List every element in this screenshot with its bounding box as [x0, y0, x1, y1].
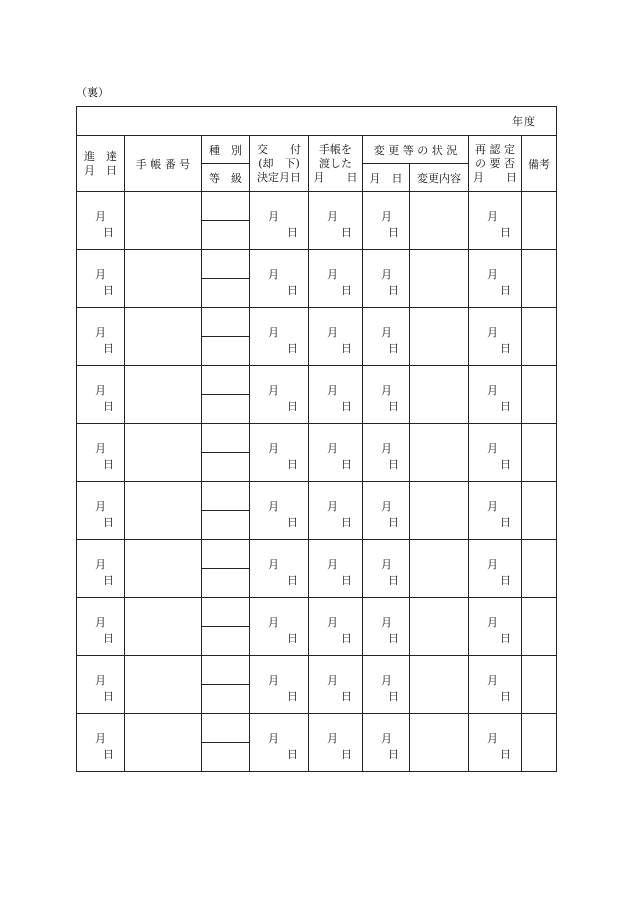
recert-date-cell[interactable] — [469, 482, 522, 540]
remarks-cell[interactable] — [522, 192, 557, 250]
day-char: 日 — [103, 748, 114, 761]
grade-cell[interactable] — [202, 221, 250, 250]
header-progress-date: 進 達 月 日 — [77, 136, 125, 192]
day-char: 日 — [388, 342, 399, 355]
type-cell[interactable] — [202, 366, 250, 395]
change-date-cell[interactable] — [363, 656, 410, 714]
issue-decision-date-cell[interactable] — [250, 598, 309, 656]
header-grade: 等 級 — [202, 164, 250, 192]
type-cell[interactable] — [202, 424, 250, 453]
header-change-date: 月 日 — [363, 164, 410, 192]
table-row — [77, 250, 557, 279]
progress-date-cell[interactable] — [77, 656, 125, 714]
month-char: 月 — [381, 326, 392, 339]
day-char: 日 — [287, 748, 298, 761]
month-char: 月 — [327, 384, 338, 397]
remarks-cell[interactable] — [522, 424, 557, 482]
issue-decision-date-cell[interactable] — [250, 366, 309, 424]
month-char: 月 — [268, 558, 279, 571]
month-char: 月 — [268, 732, 279, 745]
day-char: 日 — [103, 574, 114, 587]
handover-date-cell[interactable] — [309, 656, 363, 714]
day-char: 日 — [500, 226, 511, 239]
day-char: 日 — [341, 458, 352, 471]
change-detail-cell[interactable] — [410, 366, 469, 424]
month-char: 月 — [381, 384, 392, 397]
month-char: 月 — [381, 500, 392, 513]
month-char: 月 — [381, 210, 392, 223]
record-table — [76, 106, 557, 772]
month-char: 月 — [268, 384, 279, 397]
day-char: 日 — [103, 690, 114, 703]
change-detail-cell[interactable] — [410, 714, 469, 772]
month-char: 月 — [327, 674, 338, 687]
day-char: 日 — [500, 574, 511, 587]
month-char: 月 — [487, 210, 498, 223]
change-detail-cell[interactable] — [410, 250, 469, 308]
header-remarks: 備考 — [522, 136, 557, 192]
remarks-cell[interactable] — [522, 598, 557, 656]
handover-date-cell[interactable] — [309, 366, 363, 424]
change-date-cell[interactable] — [363, 540, 410, 598]
grade-cell[interactable] — [202, 395, 250, 424]
handover-date-cell[interactable] — [309, 482, 363, 540]
issue-decision-date-cell[interactable] — [250, 250, 309, 308]
remarks-cell[interactable] — [522, 366, 557, 424]
table-row — [77, 656, 557, 685]
month-char: 月 — [381, 558, 392, 571]
month-char: 月 — [487, 442, 498, 455]
month-char: 月 — [95, 384, 106, 397]
grade-cell[interactable] — [202, 743, 250, 772]
remarks-cell[interactable] — [522, 250, 557, 308]
day-char: 日 — [388, 574, 399, 587]
day-char: 日 — [388, 632, 399, 645]
change-date-cell[interactable] — [363, 714, 410, 772]
issue-decision-date-cell[interactable] — [250, 482, 309, 540]
day-char: 日 — [500, 400, 511, 413]
month-char: 月 — [327, 442, 338, 455]
change-date-cell[interactable] — [363, 366, 410, 424]
grade-cell[interactable] — [202, 685, 250, 714]
month-char: 月 — [268, 326, 279, 339]
remarks-cell[interactable] — [522, 308, 557, 366]
month-char: 月 — [381, 732, 392, 745]
day-char: 日 — [388, 748, 399, 761]
grade-cell[interactable] — [202, 627, 250, 656]
booklet-number-cell[interactable] — [125, 482, 202, 540]
month-char: 月 — [327, 732, 338, 745]
month-char: 月 — [95, 558, 106, 571]
month-char: 月 — [95, 500, 106, 513]
month-char: 月 — [95, 326, 106, 339]
day-char: 日 — [341, 748, 352, 761]
type-cell[interactable] — [202, 714, 250, 743]
month-char: 月 — [487, 674, 498, 687]
day-char: 日 — [388, 400, 399, 413]
day-char: 日 — [103, 632, 114, 645]
month-char: 月 — [327, 500, 338, 513]
booklet-number-cell[interactable] — [125, 656, 202, 714]
month-char: 月 — [268, 268, 279, 281]
progress-date-cell[interactable] — [77, 308, 125, 366]
change-detail-cell[interactable] — [410, 598, 469, 656]
day-char: 日 — [341, 400, 352, 413]
issue-decision-date-cell[interactable] — [250, 540, 309, 598]
recert-date-cell[interactable] — [469, 366, 522, 424]
day-char: 日 — [500, 690, 511, 703]
handover-date-cell[interactable] — [309, 308, 363, 366]
month-char: 月 — [95, 616, 106, 629]
day-char: 日 — [341, 574, 352, 587]
grade-cell[interactable] — [202, 453, 250, 482]
day-char: 日 — [103, 458, 114, 471]
table-row — [77, 482, 557, 511]
month-char: 月 — [327, 268, 338, 281]
month-char: 月 — [487, 268, 498, 281]
remarks-cell[interactable] — [522, 482, 557, 540]
month-char: 月 — [381, 674, 392, 687]
header-change-status: 変 更 等 の 状 況 — [363, 136, 469, 164]
change-detail-cell[interactable] — [410, 192, 469, 250]
month-char: 月 — [487, 732, 498, 745]
change-detail-cell[interactable] — [410, 482, 469, 540]
month-char: 月 — [327, 616, 338, 629]
remarks-cell[interactable] — [522, 656, 557, 714]
recert-date-cell[interactable] — [469, 308, 522, 366]
recert-date-cell[interactable] — [469, 250, 522, 308]
day-char: 日 — [287, 516, 298, 529]
change-detail-cell[interactable] — [410, 656, 469, 714]
day-char: 日 — [341, 690, 352, 703]
recert-date-cell[interactable] — [469, 424, 522, 482]
day-char: 日 — [287, 342, 298, 355]
type-cell[interactable] — [202, 482, 250, 511]
day-char: 日 — [103, 226, 114, 239]
progress-date-cell[interactable] — [77, 424, 125, 482]
change-date-cell[interactable] — [363, 308, 410, 366]
day-char: 日 — [287, 690, 298, 703]
header-type: 種 別 — [202, 136, 250, 164]
type-cell[interactable] — [202, 598, 250, 627]
grade-cell[interactable] — [202, 511, 250, 540]
table-row — [77, 424, 557, 453]
grade-cell[interactable] — [202, 337, 250, 366]
day-char: 日 — [287, 574, 298, 587]
booklet-number-cell[interactable] — [125, 540, 202, 598]
table-row — [77, 714, 557, 743]
handover-date-cell[interactable] — [309, 424, 363, 482]
handover-date-cell[interactable] — [309, 192, 363, 250]
month-char: 月 — [381, 268, 392, 281]
table-row — [77, 192, 557, 221]
day-char: 日 — [500, 748, 511, 761]
day-char: 日 — [341, 284, 352, 297]
remarks-cell[interactable] — [522, 540, 557, 598]
grade-cell[interactable] — [202, 569, 250, 598]
day-char: 日 — [388, 516, 399, 529]
month-char: 月 — [268, 616, 279, 629]
day-char: 日 — [341, 226, 352, 239]
change-detail-cell[interactable] — [410, 308, 469, 366]
header-issue-decision: 交 付 (却 下) 決定月日 — [250, 136, 309, 192]
month-char: 月 — [327, 558, 338, 571]
change-date-cell[interactable] — [363, 598, 410, 656]
type-cell[interactable] — [202, 192, 250, 221]
month-char: 月 — [268, 500, 279, 513]
month-char: 月 — [95, 210, 106, 223]
month-char: 月 — [381, 442, 392, 455]
change-detail-cell[interactable] — [410, 424, 469, 482]
issue-decision-date-cell[interactable] — [250, 308, 309, 366]
table-row — [77, 598, 557, 627]
progress-date-cell[interactable] — [77, 714, 125, 772]
booklet-number-cell[interactable] — [125, 308, 202, 366]
handover-date-cell[interactable] — [309, 540, 363, 598]
booklet-number-cell[interactable] — [125, 250, 202, 308]
day-char: 日 — [287, 226, 298, 239]
day-char: 日 — [287, 458, 298, 471]
type-cell[interactable] — [202, 308, 250, 337]
booklet-number-cell[interactable] — [125, 598, 202, 656]
table-row — [77, 308, 557, 337]
day-char: 日 — [500, 516, 511, 529]
header-booklet-number: 手 帳 番 号 — [125, 136, 202, 192]
month-char: 月 — [268, 674, 279, 687]
recert-date-cell[interactable] — [469, 540, 522, 598]
month-char: 月 — [487, 384, 498, 397]
progress-date-cell[interactable] — [77, 482, 125, 540]
change-date-cell[interactable] — [363, 192, 410, 250]
recert-date-cell[interactable] — [469, 656, 522, 714]
change-date-cell[interactable] — [363, 482, 410, 540]
day-char: 日 — [388, 226, 399, 239]
issue-decision-date-cell[interactable] — [250, 192, 309, 250]
day-char: 日 — [287, 400, 298, 413]
day-char: 日 — [388, 690, 399, 703]
booklet-number-cell[interactable] — [125, 366, 202, 424]
header-handover-date: 手帳を 渡した 月 日 — [309, 136, 363, 192]
month-char: 月 — [327, 210, 338, 223]
change-date-cell[interactable] — [363, 250, 410, 308]
month-char: 月 — [487, 558, 498, 571]
month-char: 月 — [381, 616, 392, 629]
month-char: 月 — [268, 442, 279, 455]
progress-date-cell[interactable] — [77, 366, 125, 424]
day-char: 日 — [103, 342, 114, 355]
header-change-detail: 変更内容 — [410, 164, 469, 192]
day-char: 日 — [388, 284, 399, 297]
month-char: 月 — [95, 732, 106, 745]
handover-date-cell[interactable] — [309, 714, 363, 772]
header-recert-date: 再 認 定 の 要 否 月 日 — [469, 136, 522, 192]
month-char: 月 — [268, 210, 279, 223]
type-cell[interactable] — [202, 250, 250, 279]
progress-date-cell[interactable] — [77, 192, 125, 250]
month-char: 月 — [487, 326, 498, 339]
booklet-number-cell[interactable] — [125, 192, 202, 250]
progress-date-cell[interactable] — [77, 540, 125, 598]
handover-date-cell[interactable] — [309, 250, 363, 308]
day-char: 日 — [341, 342, 352, 355]
day-char: 日 — [388, 458, 399, 471]
day-char: 日 — [500, 632, 511, 645]
recert-date-cell[interactable] — [469, 598, 522, 656]
booklet-number-cell[interactable] — [125, 424, 202, 482]
recert-date-cell[interactable] — [469, 714, 522, 772]
issue-decision-date-cell[interactable] — [250, 656, 309, 714]
day-char: 日 — [287, 284, 298, 297]
progress-date-cell[interactable] — [77, 598, 125, 656]
change-date-cell[interactable] — [363, 424, 410, 482]
day-char: 日 — [341, 516, 352, 529]
day-char: 日 — [287, 632, 298, 645]
type-cell[interactable] — [202, 540, 250, 569]
day-char: 日 — [500, 284, 511, 297]
month-char: 月 — [487, 500, 498, 513]
remarks-cell[interactable] — [522, 714, 557, 772]
month-char: 月 — [95, 268, 106, 281]
day-char: 日 — [103, 516, 114, 529]
handover-date-cell[interactable] — [309, 598, 363, 656]
day-char: 日 — [500, 458, 511, 471]
change-detail-cell[interactable] — [410, 540, 469, 598]
month-char: 月 — [327, 326, 338, 339]
day-char: 日 — [341, 632, 352, 645]
table-row — [77, 366, 557, 395]
issue-decision-date-cell[interactable] — [250, 424, 309, 482]
day-char: 日 — [103, 284, 114, 297]
month-char: 月 — [487, 616, 498, 629]
fiscal-year-label: 年度 — [77, 107, 557, 136]
day-char: 日 — [103, 400, 114, 413]
day-char: 日 — [500, 342, 511, 355]
recert-date-cell[interactable] — [469, 192, 522, 250]
type-cell[interactable] — [202, 656, 250, 685]
grade-cell[interactable] — [202, 279, 250, 308]
back-side-label: （裏） — [76, 86, 109, 99]
month-char: 月 — [95, 674, 106, 687]
issue-decision-date-cell[interactable] — [250, 714, 309, 772]
progress-date-cell[interactable] — [77, 250, 125, 308]
booklet-number-cell[interactable] — [125, 714, 202, 772]
table-row — [77, 540, 557, 569]
month-char: 月 — [95, 442, 106, 455]
